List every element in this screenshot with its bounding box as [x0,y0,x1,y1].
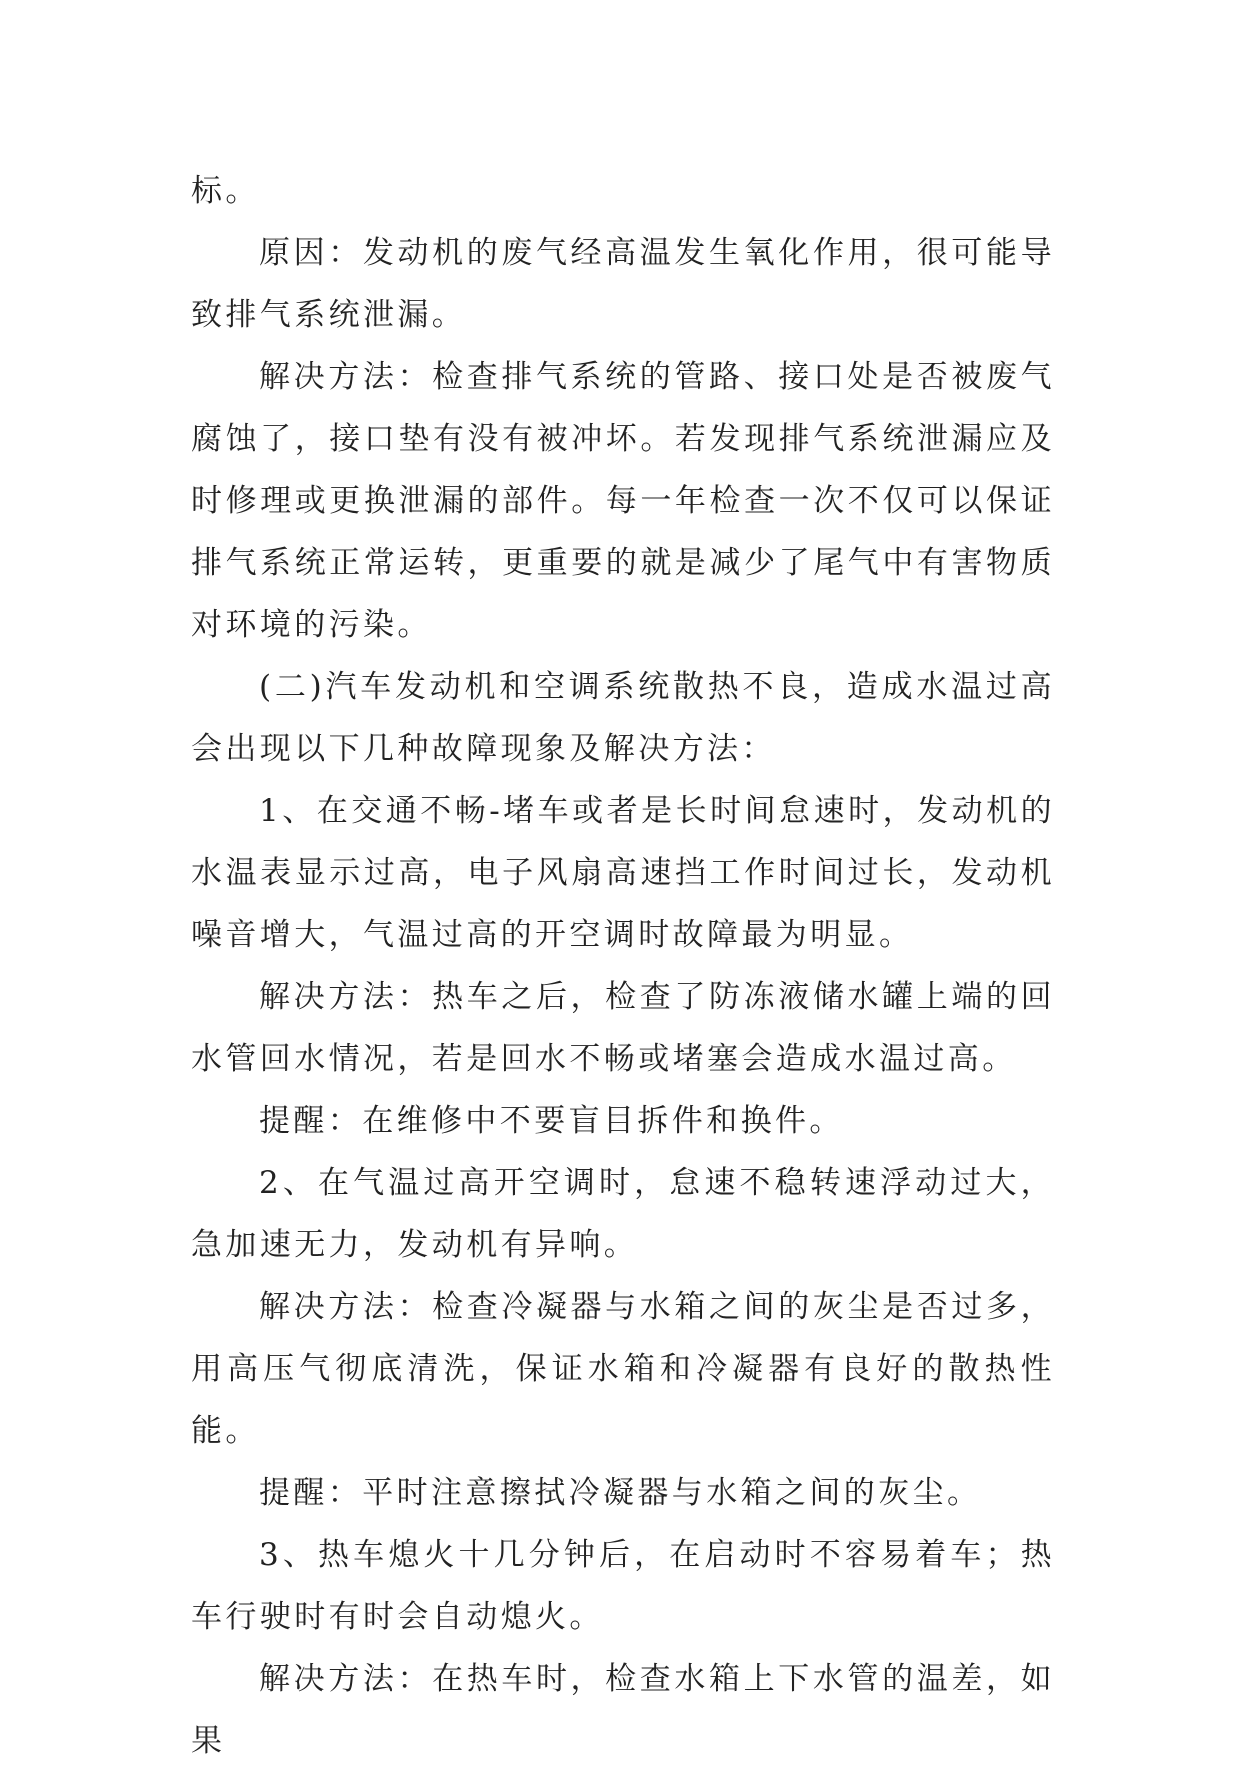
paragraph-6: 解决方法：热车之后，检查了防冻液储水罐上端的回水管回水情况，若是回水不畅或堵塞会造成水温过高。 [191,979,1055,1077]
paragraph-5: 1、在交通不畅-堵车或者是长时间怠速时，发动机的水温表显示过高，电子风扇高速挡工作时间过长，发动机噪音增大，气温过高的开空调时故障最为明显。 [191,793,1055,953]
paragraph-3: 解决方法：检查排气系统的管路、接口处是否被废气腐蚀了，接口垫有没有被冲坏。若发现排气系统泄漏应及时修理或更换泄漏的部件。每一年检查一次不仅可以保证排气系统正常运转，更重要的就是减少了尾气中有害物质对环境的污染。 [191,359,1055,643]
paragraph-10: 提醒：平时注意擦拭冷凝器与水箱之间的灰尘。 [259,1475,982,1511]
paragraph-8: 2、在气温过高开空调时，怠速不稳转速浮动过大，急加速无力，发动机有异响。 [191,1165,1055,1263]
paragraph-1: 标。 [191,173,260,209]
paragraph-2: 原因：发动机的废气经高温发生氧化作用，很可能导致排气系统泄漏。 [191,235,1055,333]
paragraph-9: 解决方法：检查冷凝器与水箱之间的灰尘是否过多，用高压气彻底清洗，保证水箱和冷凝器有良好的散热性能。 [191,1289,1055,1449]
paragraph-4: (二)汽车发动机和空调系统散热不良，造成水温过高会出现以下几种故障现象及解决方法： [191,669,1055,767]
paragraph-11: 3、热车熄火十几分钟后，在启动时不容易着车；热车行驶时有时会自动熄火。 [191,1537,1055,1635]
paragraph-12: 解决方法：在热车时，检查水箱上下水管的温差，如果 [191,1661,1055,1759]
document-body [191,160,1055,1772]
paragraph-7: 提醒：在维修中不要盲目拆件和换件。 [259,1103,844,1139]
